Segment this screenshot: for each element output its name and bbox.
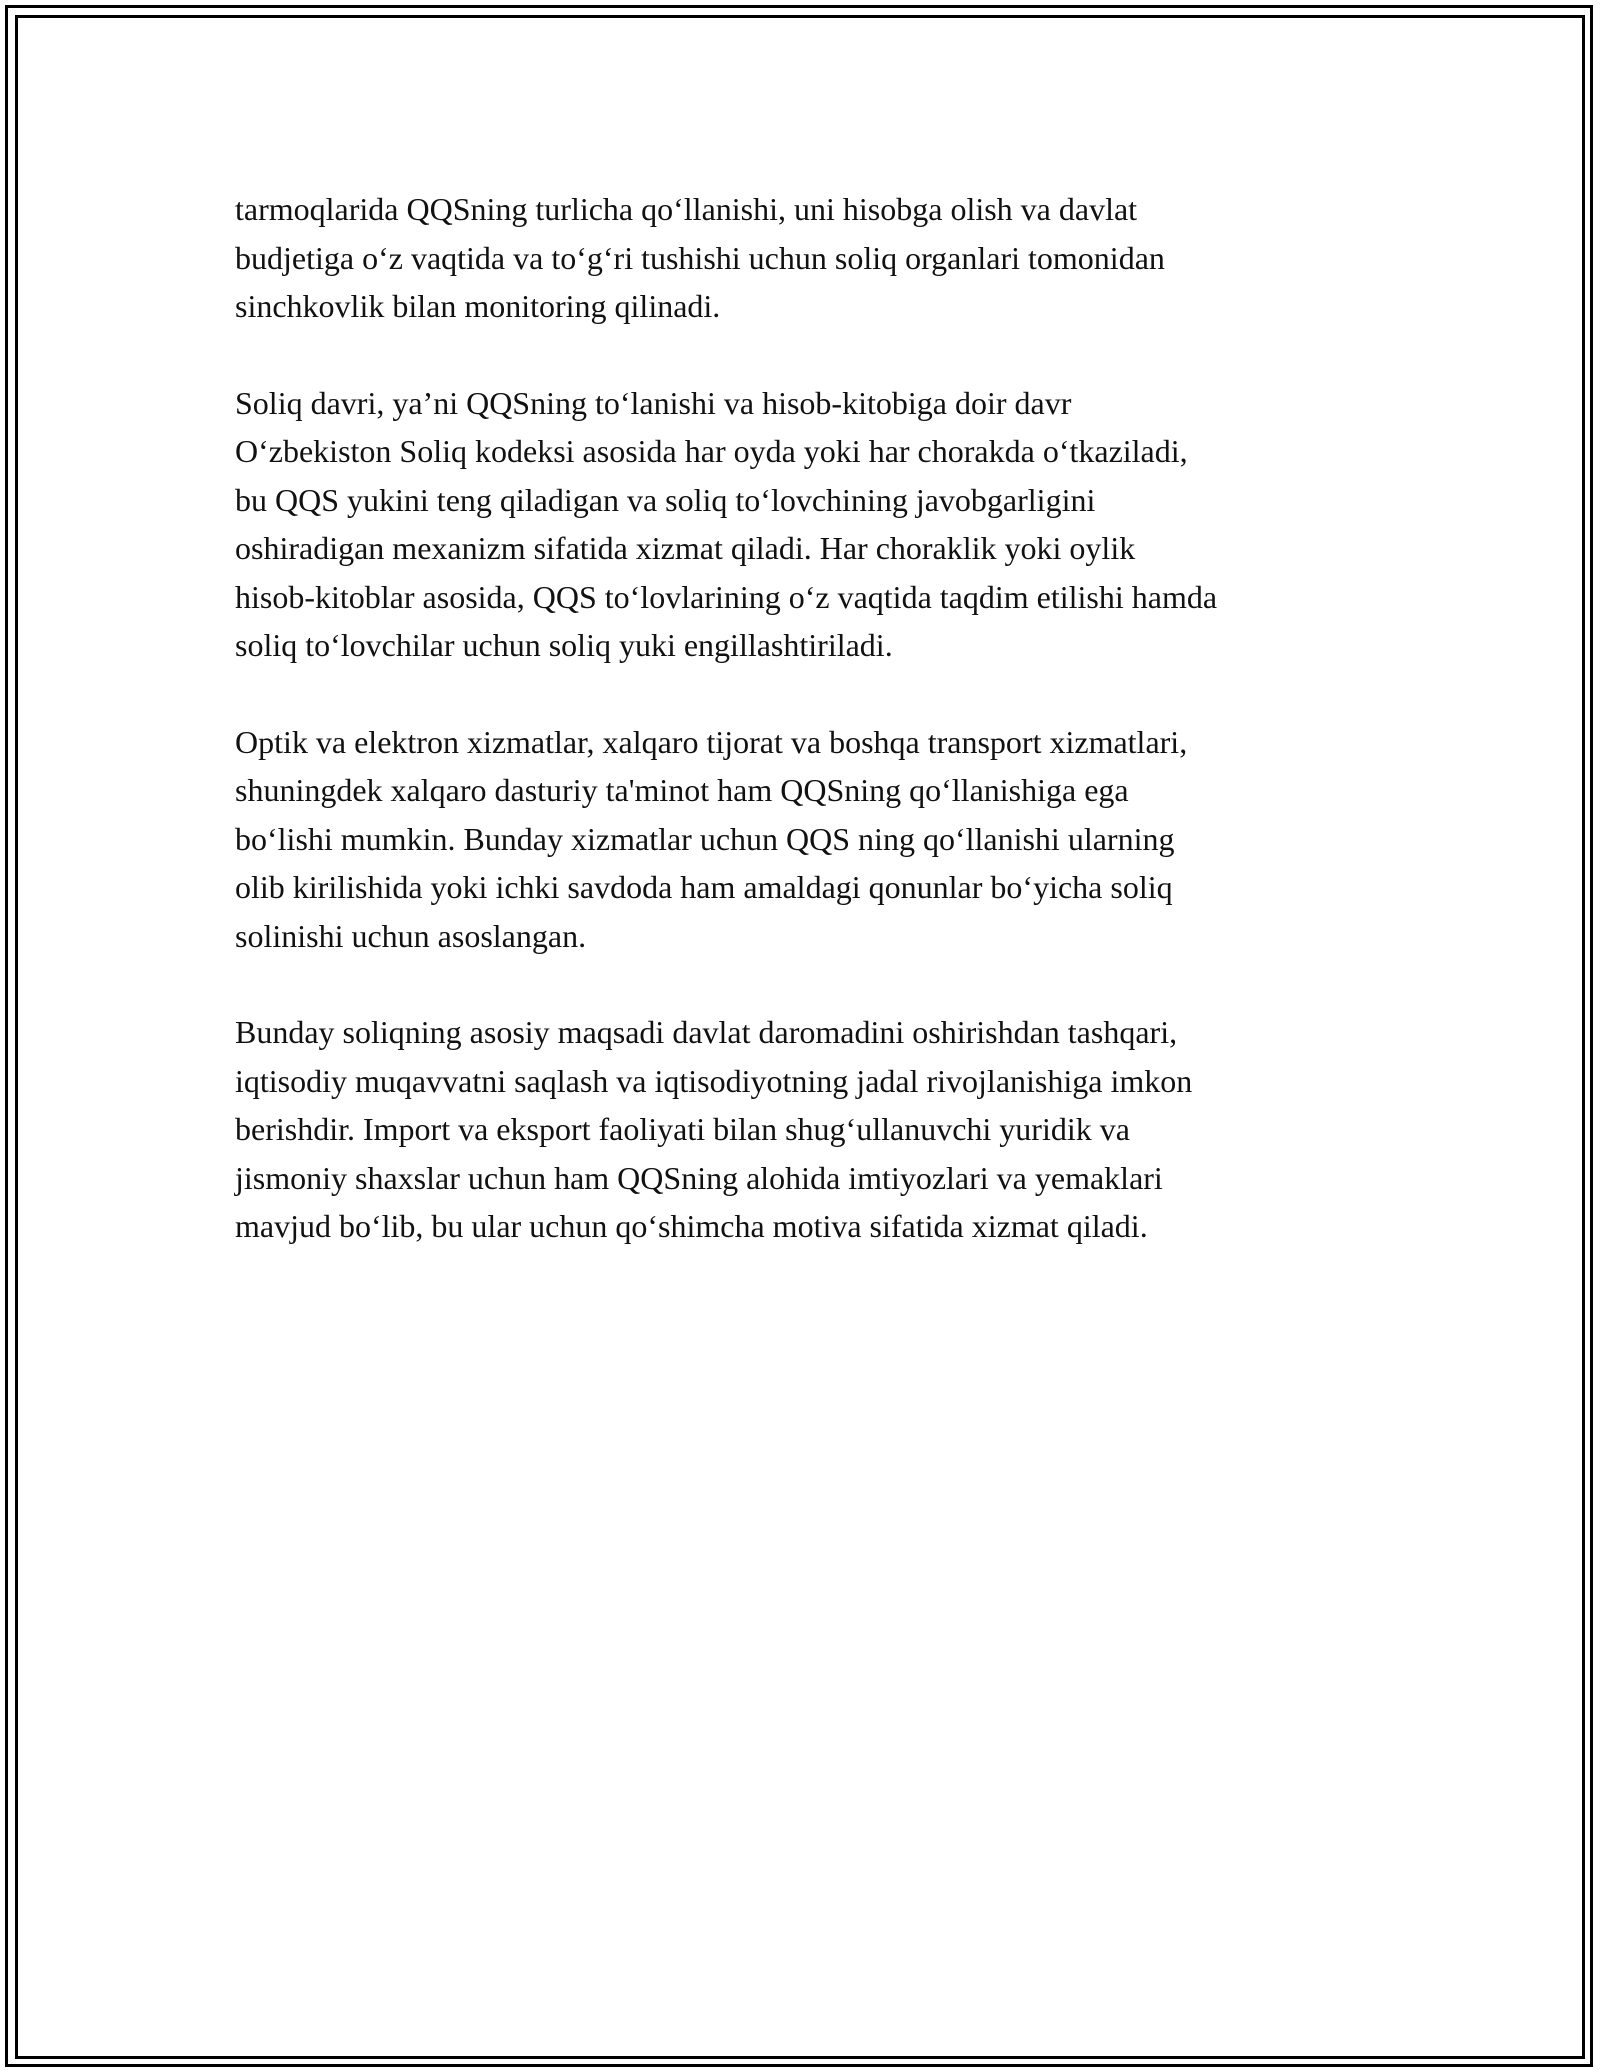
text-line: budjetiga o‘z vaqtida va to‘g‘ri tushishi uchun soliq organlari tomonidan xyxy=(235,239,1165,276)
text-line: olib kirilishida yoki ichki savdoda ham amaldagi qonunlar bo‘yicha soliq xyxy=(235,869,1173,905)
text-line: oshiradigan mexanizm sifatida xizmat qiladi. Har choraklik yoki oylik xyxy=(235,530,1136,566)
text-line: tarmoqlarida QQSning turlicha qo‘llanishi, uni hisobga olish va davlat xyxy=(235,191,1138,227)
text-line: mavjud bo‘lib, bu ular uchun qo‘shimcha motiva sifatida xizmat qiladi. xyxy=(235,1208,1148,1244)
text-line: bo‘lishi mumkin. Bunday xizmatlar uchun QQS ning qo‘llanishi ularning xyxy=(235,820,1175,857)
text-line: soliq to‘lovchilar uchun soliq yuki engillashtiriladi. xyxy=(235,627,893,663)
text-line: hisob-kitoblar asosida, QQS to‘lovlarining o‘z vaqtida taqdim etilishi hamda xyxy=(235,578,1218,615)
text-line: iqtisodiy muqavvatni saqlash va iqtisodiyotning jadal rivojlanishiga imkon xyxy=(235,1062,1193,1099)
text-line: solinishi uchun asoslangan. xyxy=(235,917,587,954)
text-line: jismoniy shaxslar uchun ham QQSning alohida imtiyozlari va yemaklari xyxy=(235,1159,1163,1196)
text-line: Soliq davri, ya’ni QQSning to‘lanishi va hisob-kitobiga doir davr xyxy=(235,384,1072,421)
paragraph-4 xyxy=(235,1008,1365,1251)
paragraph-3 xyxy=(235,718,1365,961)
text-line: shuningdek xalqaro dasturiy ta'minot ham QQSning qo‘llanishiga ega xyxy=(235,772,1129,808)
text-line: berishdir. Import va eksport faoliyati bilan shug‘ullanuvchi yuridik va xyxy=(235,1111,1130,1147)
text-line: sinchkovlik bilan monitoring qilinadi. xyxy=(235,288,721,324)
text-line: Optik va elektron xizmatlar, xalqaro tijorat va boshqa transport xizmatlari, xyxy=(235,723,1188,760)
document-body xyxy=(235,185,1365,1299)
paragraph-2 xyxy=(235,379,1365,670)
text-line: bu QQS yukini teng qiladigan va soliq to‘lovchining javobgarligini xyxy=(235,481,1096,518)
text-line: Bunday soliqning asosiy maqsadi davlat daromadini oshirishdan tashqari, xyxy=(235,1014,1178,1050)
paragraph-1 xyxy=(235,185,1365,331)
text-line: O‘zbekiston Soliq kodeksi asosida har oyda yoki har chorakda o‘tkaziladi, xyxy=(235,433,1188,469)
